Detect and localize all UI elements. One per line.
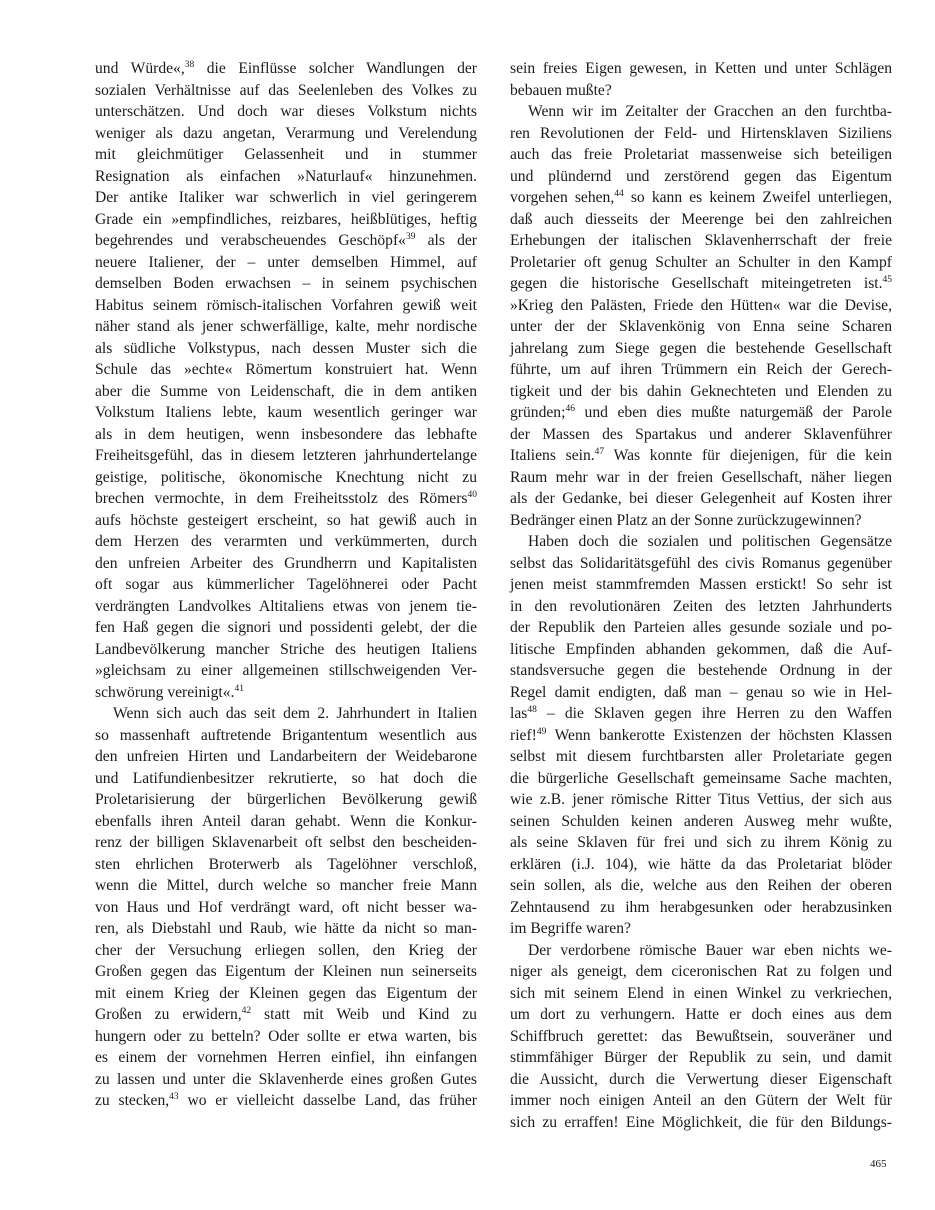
footnote-marker: 47 (594, 447, 605, 457)
text-line: brechen vermochte, in dem Freiheitsstolz des Römers$^{40}$ (95, 490, 477, 507)
text-line: gegen die historische Gesellschaft miteingetreten ist.$^{45}$ (510, 275, 892, 292)
text-line: Italiens sein.$^{47}$ Was konnte für diejenigen, für die kein (510, 447, 892, 464)
footnote-marker: 41 (234, 683, 244, 694)
text-line: Wenn wir im Zeitalter der Gracchen an den furchtba- (528, 103, 892, 120)
text-line: es einem der vornehmen Herren einfiel, ihn einfangen (95, 1049, 477, 1066)
text-line: Regel damit endigten, daß man – genau so wie in Hel- (510, 683, 892, 701)
text-line: geistige, politische, ökonomische Knechtung nicht zu (95, 468, 477, 486)
text-line: Freiheitsgefühl, das in diesem letzteren jahrhundertelange (95, 447, 477, 464)
text-line: wenn die Mittel, durch welche so mancher freie Mann (95, 877, 477, 894)
footnote-marker: 39 (405, 232, 416, 242)
text-line: Volkstum Italiens lebte, kaum wesentlich geringer war (95, 404, 477, 421)
text-line: sich mit seinem Elend in einen Winkel zu verkriechen, (510, 984, 892, 1002)
text-line: daß auch diesseits der Meerenge bei den zahlreichen (510, 210, 892, 228)
text-line: und plündernd und zerstörend gegen das Eigentum (510, 167, 892, 185)
text-line: bebauen mußte? (510, 81, 612, 99)
page-number: 465 (870, 1158, 887, 1170)
text-line: ebenfalls ihren Anteil daran gehabt. Wenn die Konkur- (95, 812, 477, 830)
text-line: fen Haß gegen die signori und possidenti gelebt, der die (95, 619, 477, 636)
text-line: jahrelang zum Siege gegen die bestehende Gesellschaft (510, 339, 892, 357)
text-line: »Krieg den Palästen, Friede den Hütten« war die Devise, (510, 296, 892, 314)
footnote-marker: 42 (241, 1006, 252, 1016)
text-line: führte, um auf ihren Trümmern ein Reich der Gerech- (510, 361, 892, 378)
text-line: aufs höchste gesteigert erscheint, so hat gewiß auch in (95, 511, 477, 529)
text-line: cher der Versuchung erliegen sollen, den Krieg der (95, 941, 477, 959)
text-line: seinen Schulden keinen anderen Ausweg mehr wußte, (510, 812, 892, 830)
text-line: Habitus seinem römisch-italischen Vorfahren gewiß weit (95, 296, 477, 314)
text-line: den unfreien Arbeiter des Grundherrn und Kapitalisten (95, 554, 477, 572)
text-line: renz der billigen Sklavenarbeit oft selbst den bescheiden- (95, 834, 477, 851)
right-text-column (510, 58, 892, 1133)
text-line: Zehntausend zu ihm herabgesunken oder herabzusinken (510, 898, 892, 916)
text-line: gründen;$^{46}$ und eben dies mußte naturgemäß der Parole (510, 404, 892, 421)
text-line: wie z.B. jener römische Ritter Titus Vettius, der sich aus (510, 791, 892, 808)
text-line: näher stand als jener schwerfällige, kalte, mehr nordische (95, 318, 477, 335)
text-line: Großen zu erwidern,$^{42}$ statt mit Weib und Kind zu (95, 1006, 477, 1023)
text-line: demselben Boden erwachsen – in seinem psychischen (95, 275, 477, 292)
text-line: ren, als Diebstahl und Raub, wie hätte da nicht so man- (95, 920, 477, 937)
text-line: der Republik den Parteien alles gesunde soziale und po- (510, 619, 892, 636)
text-line: weniger als dazu angetan, Verarmung und Verelendung (95, 124, 477, 142)
footnote-marker: 45 (882, 275, 892, 285)
text-line: dem Herzen des verarmten und verkümmerten, durch (95, 533, 477, 550)
text-line: Proletarisierung der bürgerlichen Bevölkerung gewiß (95, 791, 477, 808)
text-line: hungern oder zu betteln? Oder sollte er etwa warten, bis (95, 1027, 477, 1045)
text-line: Großen gegen das Eigentum der Kleinen nun seinerseits (95, 963, 477, 980)
text-line: erklären (i.J. 104), wie hätte da das Proletariat blöder (510, 855, 892, 873)
text-line: jenen meist stammfremden Massen erstickt! So sehr ist (510, 576, 892, 593)
text-line: niger als geneigt, dem ciceronischen Rat zu folgen und (510, 963, 892, 980)
left-text-column (95, 58, 477, 1112)
text-line: die bürgerliche Gesellschaft gemeinsame Sache machten, (510, 769, 892, 787)
text-line: »gleichsam zu einer allgemeinen stillschweigenden Ver- (95, 662, 477, 679)
text-line: als südliche Volkstypus, nach dessen Muster sich die (95, 339, 477, 357)
text-line: mit gleichmütiger Gelassenheit und in stummer (95, 146, 477, 163)
text-line: Proletarier oft genug Schulter an Schulter in den Kampf (510, 253, 892, 271)
text-line: den unfreien Hirten und Landarbeitern der Weidebarone (95, 748, 477, 765)
text-line: sein freies Eigen gewesen, in Ketten und unter Schlägen (510, 60, 892, 77)
text-line: auch das freie Proletariat massenweise sich beteiligen (510, 146, 892, 163)
text-line: verdrängten Landvolkes Altitaliens etwas von jenem tie- (95, 597, 477, 615)
footnote-marker: 43 (169, 1092, 179, 1102)
text-line: mit einem Krieg der Kleinen gegen das Eigentum der (95, 984, 477, 1002)
text-line: Bedränger einen Platz an der Sonne zurückzugewinnen? (510, 511, 862, 529)
text-line: zu lassen und unter die Sklavenherde eines großen Gutes (95, 1070, 477, 1088)
text-line: Landbevölkerung mancher Striche des heutigen Italiens (95, 640, 477, 658)
text-line: Wenn sich auch das seit dem 2. Jahrhundert in Italien (113, 705, 477, 722)
footnote-marker: 44 (614, 189, 624, 199)
footnote-marker: 46 (565, 404, 575, 414)
text-line: in den revolutionären Zeiten des letzten Jahrhunderts (510, 597, 892, 615)
text-line: so massenhaft auftretende Brigantentum wesentlich aus (95, 726, 477, 744)
text-line: schwörung vereinigt«.$^{41}$ (95, 683, 244, 701)
text-line: sich zu erraffen! Eine Möglichkeit, die für den Bildungs- (510, 1113, 892, 1131)
text-line: immer noch einigen Anteil an den Gütern der Welt für (510, 1092, 892, 1109)
text-line: die Aussicht, durch die Verwertung dieser Eigenschaft (510, 1070, 892, 1088)
text-line: sten ehrlichen Broterwerb als Tagelöhner verschloß, (95, 855, 477, 873)
footnote-marker: 49 (536, 726, 547, 737)
text-line: Der antike Italiker war schwerlich in viel geringerem (95, 189, 477, 206)
text-line: Schiffbruch gerettet: das Bewußtsein, souveräner und (510, 1027, 892, 1045)
text-line: selbst mit diesem furchtbarsten aller Proletariate gegen (510, 748, 892, 765)
text-line: von Haus und Hof verdrängt ward, oft nicht besser wa- (95, 898, 477, 916)
text-line: Erhebungen der italischen Sklavenherrschaft der freie (510, 232, 892, 249)
text-line: unter der der Sklavenkönig von Enna seine Scharen (510, 318, 892, 335)
text-line: und Würde«,$^{38}$ die Einflüsse solcher Wandlungen der (95, 60, 477, 77)
footnote-marker: 48 (527, 705, 537, 715)
text-line: sein sollen, als die, welche aus den Reihen der oberen (510, 877, 892, 894)
text-line: standsversuche gegen die bestehende Ordnung in der (510, 662, 892, 679)
text-line: ren Revolutionen der Feld- und Hirtensklaven Siziliens (510, 124, 892, 142)
text-line: oft sogar aus kümmerlicher Tagelöhnerei oder Pacht (95, 576, 477, 593)
text-line: neuere Italiener, der – unter demselben Himmel, auf (95, 253, 477, 271)
footnote-marker: 40 (467, 490, 477, 500)
text-line: las$^{48}$ – die Sklaven gegen ihre Herren zu den Waffen (510, 705, 892, 722)
text-line: litische Empfinden abhanden gekommen, daß die Auf- (510, 640, 892, 658)
text-line: selbst das Solidaritätsgefühl des civis Romanus gegenüber (510, 554, 892, 572)
text-line: stimmfähiger Bürger der Republik zu sein, und damit (510, 1049, 892, 1066)
text-line: unterschätzen. Und doch war dieses Volkstum nichts (95, 103, 477, 120)
text-line: als in dem heutigen, wenn insbesondere das lebhafte (95, 425, 477, 443)
text-line: im Begriffe waren? (510, 920, 631, 937)
text-line: Der verdorbene römische Bauer war eben nichts we- (528, 941, 892, 959)
text-line: Grade ein »empfindliches, reizbares, heißblütiges, heftig (95, 210, 477, 228)
footnote-marker: 38 (184, 60, 195, 70)
text-line: Haben doch die sozialen und politischen Gegensätze (528, 533, 892, 550)
text-line: Resignation als einfachen »Naturlauf« hinzunehmen. (95, 167, 477, 185)
text-line: und Latifundienbesitzer rekrutierte, so hat doch die (95, 769, 477, 787)
text-line: als seine Sklaven für frei und sich zu ihrem König zu (510, 834, 892, 851)
text-line: tigkeit und der bis dahin Geknechteten und Elenden zu (510, 382, 892, 400)
text-line: aber die Summe von Leidenschaft, die in dem antiken (95, 382, 477, 400)
text-line: der Massen des Spartakus und anderer Sklavenführer (510, 425, 892, 443)
text-line: um dort zu verhungern. Hatte er doch eines aus dem (510, 1006, 892, 1023)
text-line: zu stecken,$^{43}$ wo er vielleicht dasselbe Land, das früher (95, 1092, 477, 1109)
text-line: als der Gedanke, bei dieser Gelegenheit auf Kosten ihrer (510, 490, 892, 507)
text-line: vorgehen sehen,$^{44}$ so kann es keinem Zweifel unterliegen, (510, 189, 892, 206)
text-line: rief!$^{49}$ Wenn bankerotte Existenzen der höchsten Klassen (510, 726, 892, 744)
text-line: sozialen Verhältnisse auf das Seelenleben des Volkes zu (95, 81, 477, 99)
text-line: begehrendes und verabscheuendes Geschöpf«$^{39}$ als der (95, 232, 477, 249)
text-line: Schule das »echte« Römertum konstruiert hat. Wenn (95, 361, 477, 378)
text-line: Raum mehr war in der freien Gesellschaft, näher liegen (510, 468, 892, 486)
